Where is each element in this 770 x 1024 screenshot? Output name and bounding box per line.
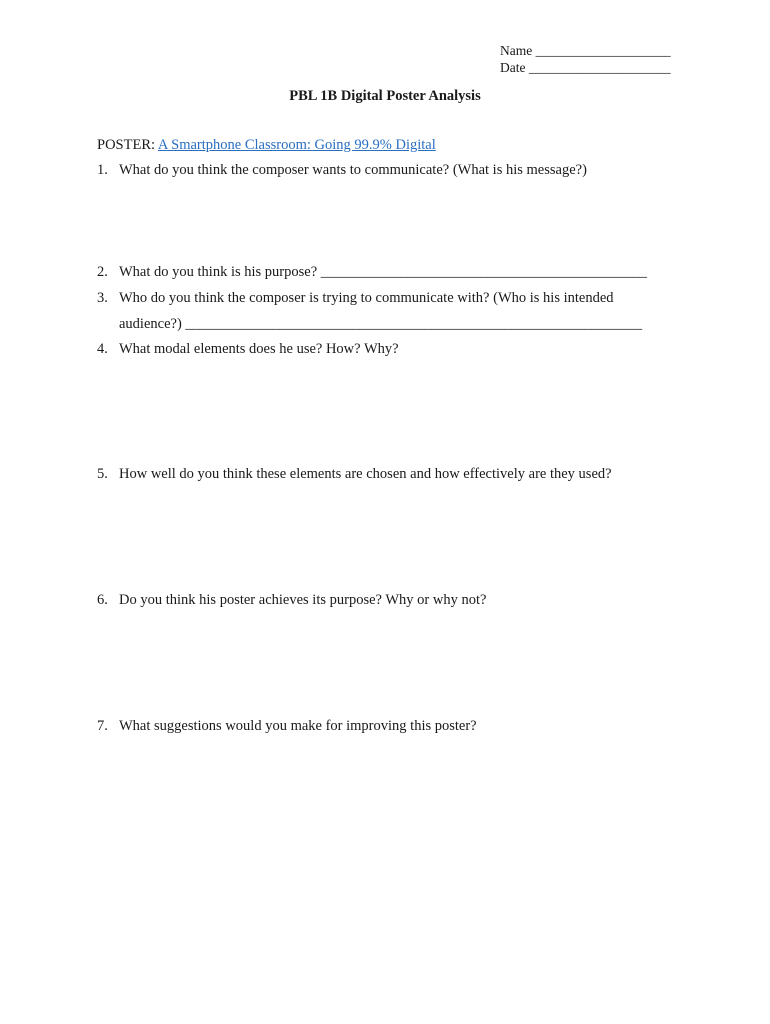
question-text: Who do you think the composer is trying to communicate with? (Who is his intended: [119, 290, 614, 306]
poster-label: POSTER:: [97, 137, 156, 153]
poster-line: [97, 137, 436, 154]
date-field[interactable]: Date _____________________: [500, 60, 671, 75]
question-number: 4.: [97, 341, 108, 357]
question-text: What modal elements does he use? How? Why?: [119, 341, 399, 357]
question-text: How well do you think these elements are chosen and how effectively are they used?: [119, 466, 612, 482]
page-title: PBL 1B Digital Poster Analysis: [289, 88, 481, 104]
question-text: What do you think the composer wants to communicate? (What is his message?): [119, 162, 587, 178]
question-number: 3.: [97, 290, 108, 306]
question-number: 6.: [97, 592, 108, 608]
question-number: 1.: [97, 162, 108, 178]
question-2: [97, 259, 647, 285]
question-3: [97, 285, 642, 337]
header-fields: [500, 42, 671, 76]
question-text: What do you think is his purpose? _____________________________________________: [119, 264, 648, 280]
question-number: 5.: [97, 466, 108, 482]
question-6: [97, 587, 486, 613]
question-7: [97, 713, 477, 739]
question-number: 7.: [97, 718, 108, 734]
question-1: [97, 157, 587, 183]
question-text-continuation: audience?) _______________________________________________________________: [119, 316, 643, 332]
question-5: [97, 461, 612, 487]
question-4: [97, 336, 399, 362]
question-number: 2.: [97, 264, 108, 280]
name-field[interactable]: Name ____________________: [500, 43, 671, 58]
question-text: What suggestions would you make for improving this poster?: [119, 718, 477, 734]
poster-link[interactable]: A Smartphone Classroom: Going 99.9% Digital: [157, 137, 436, 153]
question-text: Do you think his poster achieves its purpose? Why or why not?: [119, 592, 487, 608]
